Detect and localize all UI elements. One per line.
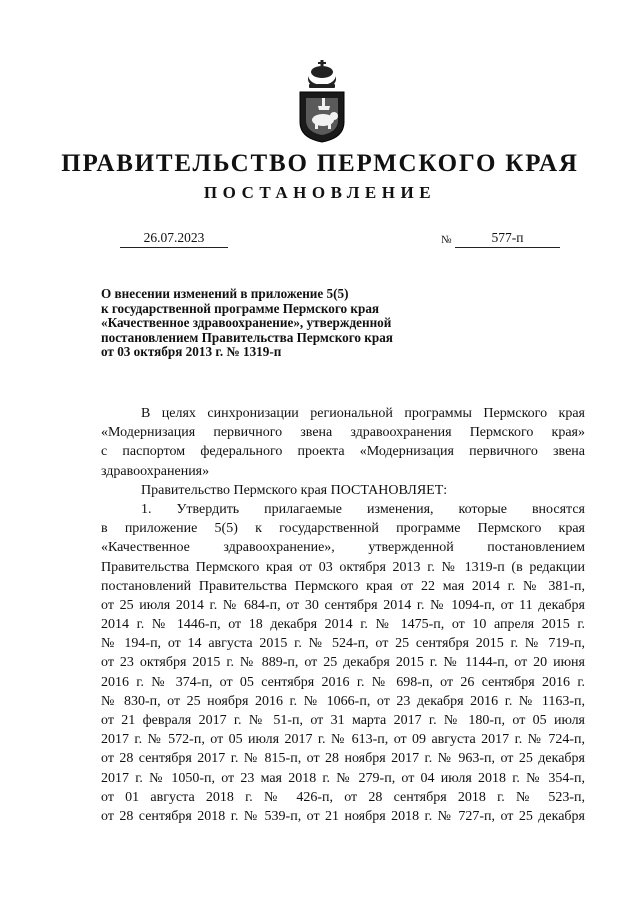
body-line: № 830-п, от 25 ноября 2016 г. № 1066-п, от 23 декабря 2016 г. № 1163-п, <box>101 693 585 709</box>
subject-line: «Качественное здравоохранение», утвержденной <box>101 315 392 330</box>
document-number: 577-п <box>455 230 560 248</box>
body-line: постановлений Правительства Пермского края от 22 мая 2014 г. № 381-п, <box>101 578 585 594</box>
body-line: 2016 г. № 374-п, от 05 сентября 2016 г. № 698-п, от 26 сентября 2016 г. <box>101 674 585 690</box>
body-line: 2014 г. № 1446-п, от 18 декабря 2014 г. № 1475-п, от 10 апреля 2015 г. <box>101 617 585 633</box>
body-line: 1. Утвердить прилагаемые изменения, которые вносятся <box>141 501 585 517</box>
body-line: Правительства Пермского края от 03 октября 2013 г. № 1319-п (в редакции <box>101 559 585 575</box>
document-body <box>101 404 585 826</box>
coat-of-arms-icon <box>296 58 348 144</box>
body-line: с паспортом федерального проекта «Модернизация первичного звена <box>101 444 585 460</box>
document-subject <box>101 287 461 360</box>
number-sign: № <box>441 234 452 246</box>
body-line: 2017 г. № 1050-п, от 23 мая 2018 г. № 279-п, от 04 июля 2018 г. № 354-п, <box>101 770 585 786</box>
body-line: № 194-п, от 14 августа 2015 г. № 524-п, от 25 сентября 2015 г. № 719-п, <box>101 636 585 652</box>
subject-line: О внесении изменений в приложение 5(5) <box>101 286 349 301</box>
government-name: ПРАВИТЕЛЬСТВО ПЕРМСКОГО КРАЯ <box>61 150 579 177</box>
body-line: здравоохранения» <box>101 463 210 479</box>
body-line: от 28 сентября 2017 г. № 815-п, от 28 ноября 2017 г. № 963-п, от 25 декабря <box>101 751 585 767</box>
body-line: «Качественное здравоохранение», утвержденной постановлением <box>101 540 585 556</box>
body-line: от 21 февраля 2017 г. № 51-п, от 31 марта 2017 г. № 180-п, от 05 июля <box>101 713 585 728</box>
subject-line: от 03 октября 2013 г. № 1319-п <box>101 344 282 359</box>
document-type: ПОСТАНОВЛЕНИЕ <box>203 183 437 202</box>
body-line: от 28 сентября 2018 г. № 539-п, от 21 ноября 2018 г. № 727-п, от 25 декабря <box>101 808 585 824</box>
document-date: 26.07.2023 <box>120 230 228 248</box>
body-line: Правительство Пермского края ПОСТАНОВЛЯЕТ: <box>141 482 448 498</box>
body-line: 2017 г. № 572-п, от 05 июля 2017 г. № 613-п, от 09 августа 2017 г. № 724-п, <box>101 732 585 748</box>
body-line: В целях синхронизации региональной программы Пермского края <box>141 406 585 421</box>
subject-line: к государственной программе Пермского края <box>101 300 380 316</box>
body-line: в приложение 5(5) к государственной программе Пермского края <box>101 521 585 537</box>
body-line: от 25 июля 2014 г. № 684-п, от 30 сентября 2014 г. № 1094-п, от 11 декабря <box>101 597 585 613</box>
crown-icon <box>308 60 336 88</box>
body-line: от 23 октября 2015 г. № 889-п, от 25 декабря 2015 г. № 1144-п, от 20 июня <box>101 655 585 671</box>
body-line: «Модернизация первичного звена здравоохранения Пермского края» <box>101 425 585 441</box>
body-line: от 01 августа 2018 г. № 426-п, от 28 сентября 2018 г. № 523-п, <box>101 789 585 805</box>
subject-line: постановлением Правительства Пермского края <box>101 329 393 345</box>
